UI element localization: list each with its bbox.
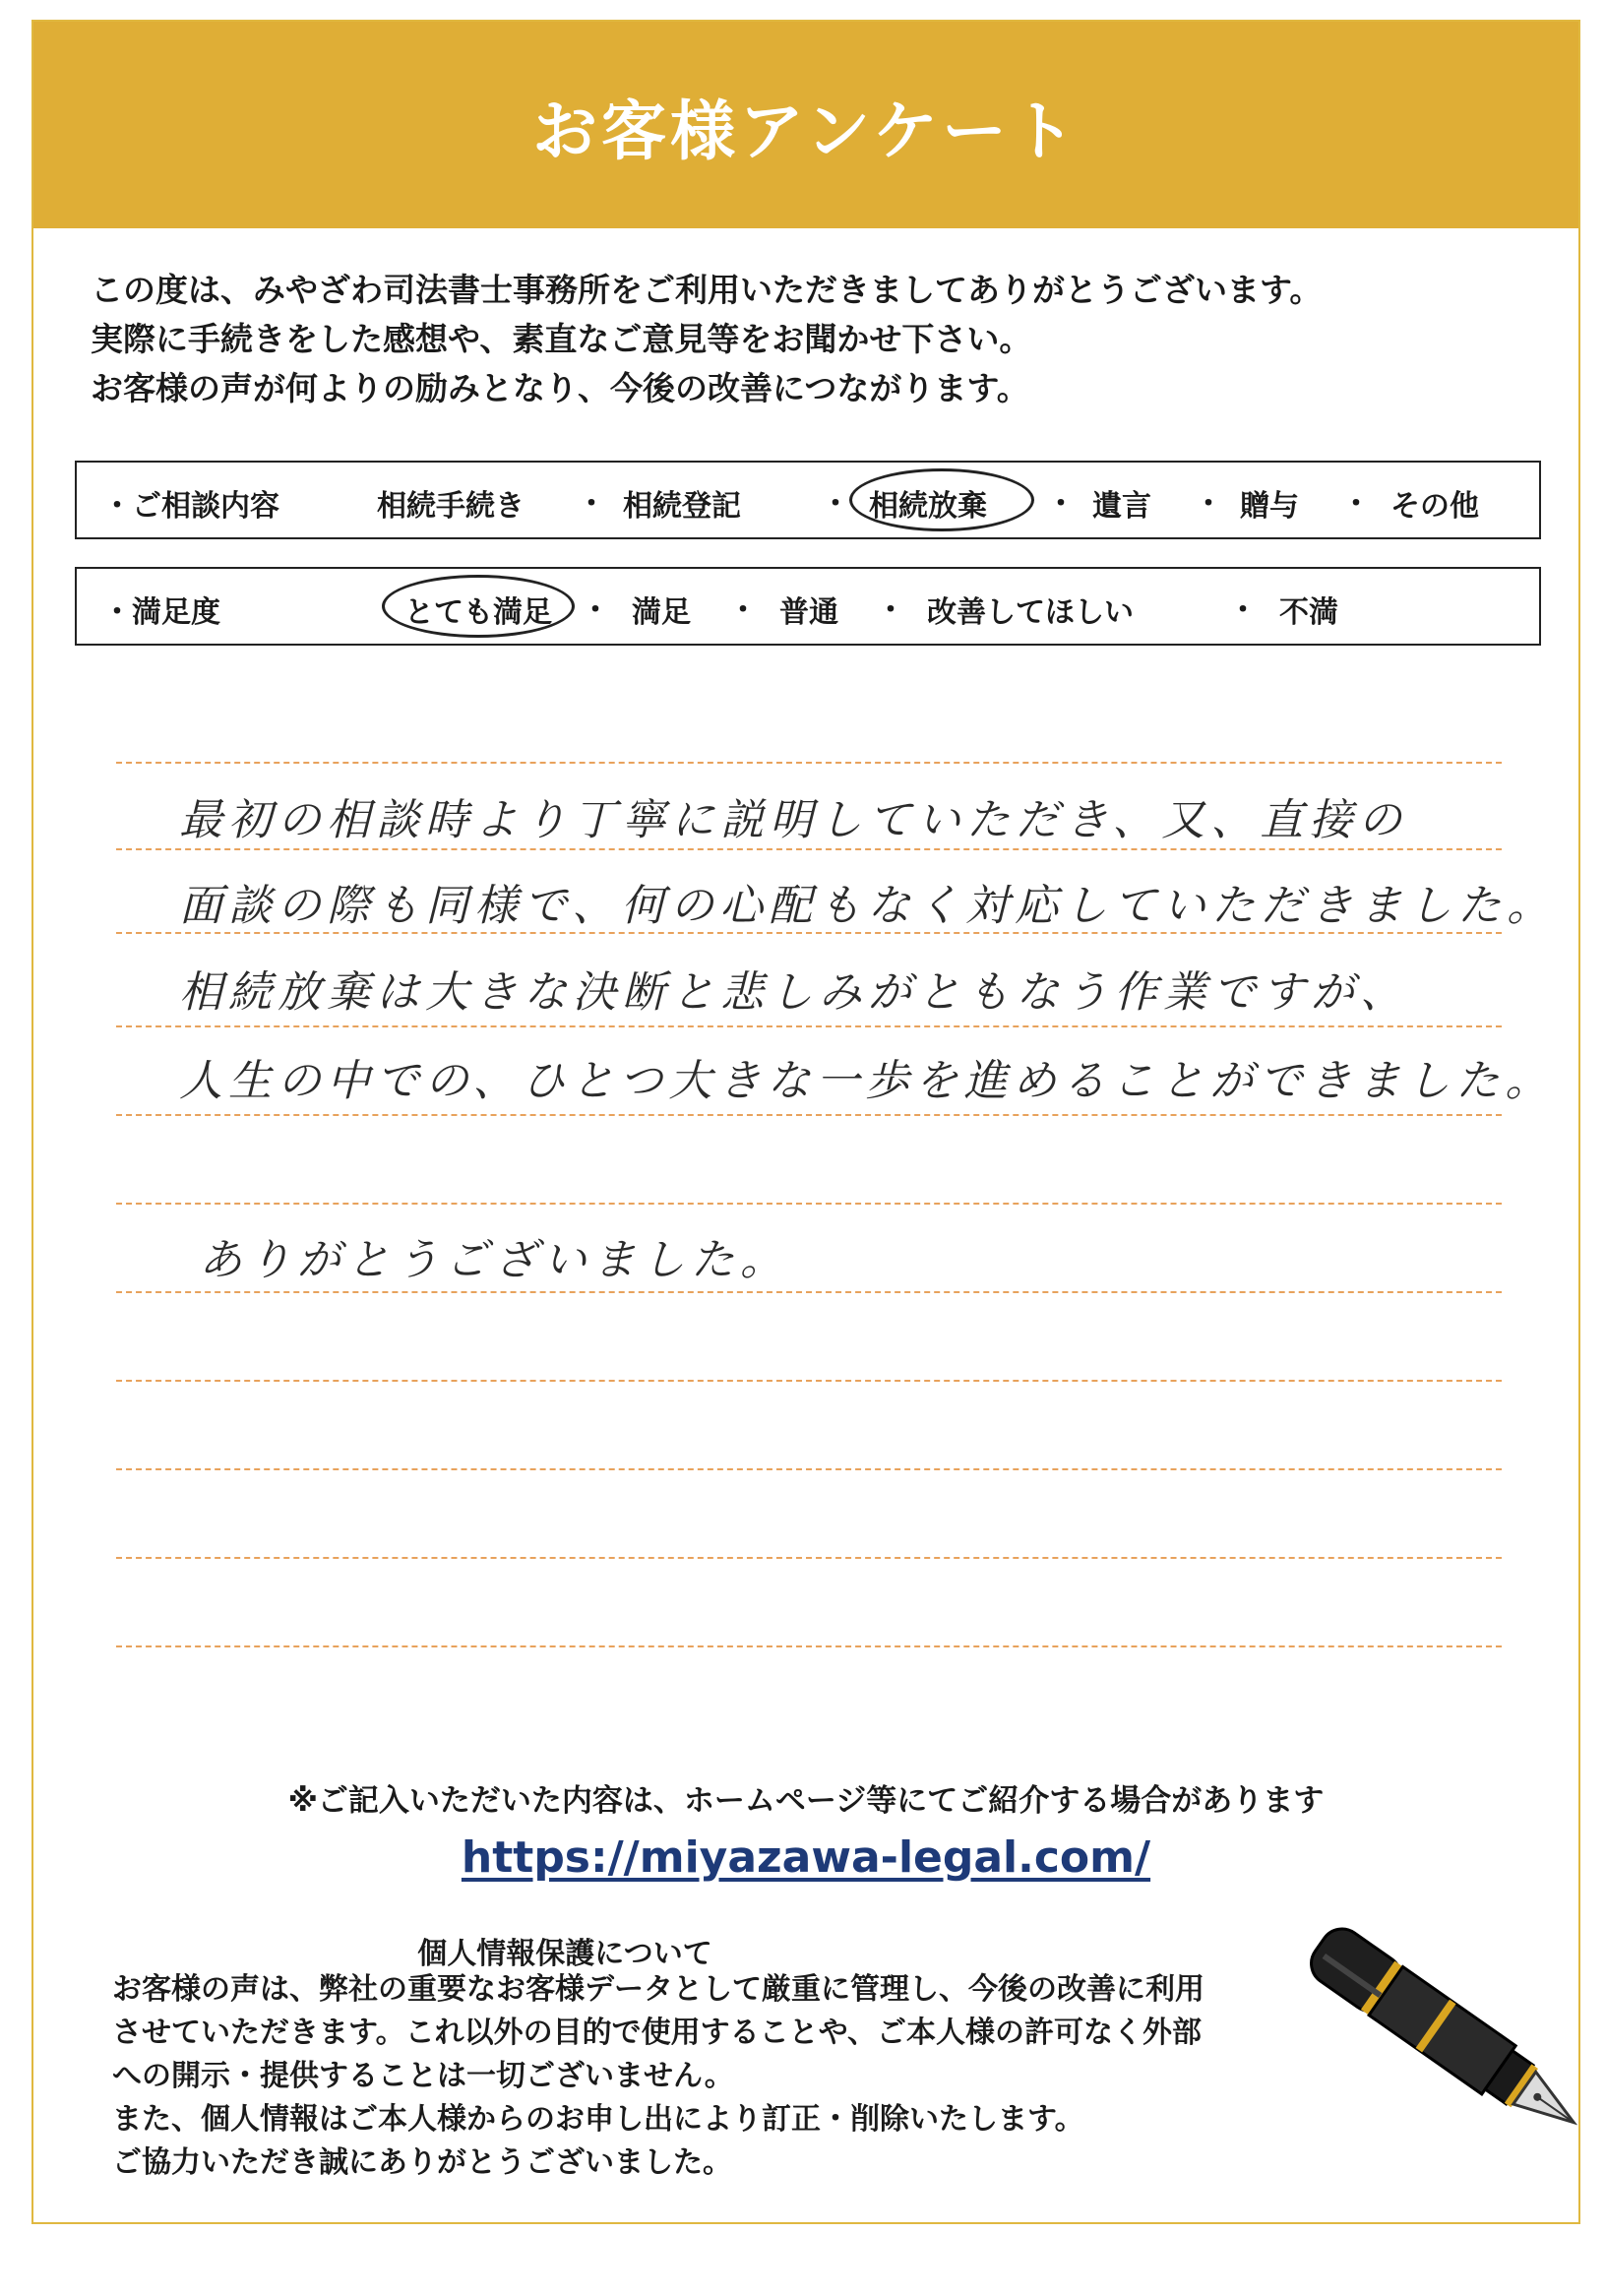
separator: ・ <box>821 487 850 522</box>
comment-line: 人生の中での、ひとつ大きな一歩を進めることができました。 <box>179 1056 1555 1106</box>
privacy-line: ご協力いただき誠にありがとうございました。 <box>112 2145 732 2180</box>
comment-line: 面談の際も同様で、何の心配もなく対応していただきました。 <box>179 881 1557 931</box>
separator: ・ <box>1228 593 1258 628</box>
comment-line: ありがとうございました。 <box>199 1235 789 1285</box>
privacy-title: 個人情報保護について <box>417 1937 712 1971</box>
ruled-line <box>116 1557 1502 1559</box>
comment-line: 相続放棄は大きな決断と悲しみがともなう作業ですが、 <box>179 967 1409 1018</box>
comment-line: 最初の相談時より丁寧に説明していただき、又、直接の <box>179 795 1408 845</box>
ruled-line <box>116 1380 1502 1382</box>
satisfaction-option[interactable]: 改善してほしい <box>927 595 1134 630</box>
privacy-line: への開示・提供することは一切ございません。 <box>112 2059 734 2093</box>
page-title: お客様アンケート <box>531 93 1081 169</box>
ruled-line <box>116 762 1502 764</box>
intro-text <box>91 266 1322 413</box>
ruled-line <box>116 848 1502 850</box>
ruled-line <box>116 1114 1502 1116</box>
consultation-option[interactable]: 相続登記 <box>623 489 741 524</box>
survey-sheet <box>31 20 1580 2224</box>
separator: ・ <box>581 593 610 628</box>
separator: ・ <box>876 593 905 628</box>
consultation-option[interactable]: 遺言 <box>1092 489 1151 524</box>
consultation-option[interactable]: 相続手続き <box>377 489 525 524</box>
consultation-box <box>75 461 1541 539</box>
satisfaction-option[interactable]: 不満 <box>1279 595 1338 630</box>
separator: ・ <box>1194 487 1223 522</box>
privacy-line: お客様の声は、弊社の重要なお客様データとして厳重に管理し、今後の改善に利用 <box>112 1972 1204 2007</box>
ruled-line <box>116 1291 1502 1293</box>
website-link[interactable]: https://miyazawa-legal.com/ <box>461 1832 1151 1883</box>
consultation-option[interactable]: 贈与 <box>1240 489 1299 524</box>
fountain-pen-icon <box>1293 1872 1588 2187</box>
consultation-option-selected[interactable]: 相続放棄 <box>869 489 987 524</box>
intro-line: お客様の声が何よりの励みとなり、今後の改善につながります。 <box>91 369 1029 407</box>
privacy-text <box>112 1968 1204 2185</box>
separator: ・ <box>1341 487 1371 522</box>
intro-line: 実際に手続きをした感想や、素直なご意見等をお聞かせ下さい。 <box>91 320 1032 358</box>
consultation-option[interactable]: その他 <box>1390 489 1479 524</box>
separator: ・ <box>1046 487 1076 522</box>
consultation-label: ・ご相談内容 <box>102 489 279 524</box>
satisfaction-option[interactable]: 普通 <box>779 595 838 630</box>
privacy-line: させていただきます。これ以外の目的で使用することや、ご本人様の許可なく外部 <box>112 2016 1202 2050</box>
ruled-line <box>116 1025 1502 1027</box>
satisfaction-label: ・満足度 <box>102 595 220 630</box>
ruled-line <box>116 1645 1502 1647</box>
separator: ・ <box>577 487 606 522</box>
intro-line: この度は、みやざわ司法書士事務所をご利用いただきましてありがとうございます。 <box>91 271 1323 309</box>
satisfaction-box <box>75 567 1541 646</box>
disclosure-note: ※ご記入いただいた内容は、ホームページ等にてご紹介する場合があります <box>287 1783 1325 1819</box>
ruled-line <box>116 1468 1502 1470</box>
satisfaction-option[interactable]: 満足 <box>632 595 691 630</box>
privacy-line: また、個人情報はご本人様からのお申し出により訂正・削除いたします。 <box>112 2102 1084 2137</box>
separator: ・ <box>728 593 758 628</box>
satisfaction-option-selected[interactable]: とても満足 <box>404 595 552 630</box>
header-banner <box>33 22 1578 228</box>
ruled-line <box>116 1203 1502 1205</box>
